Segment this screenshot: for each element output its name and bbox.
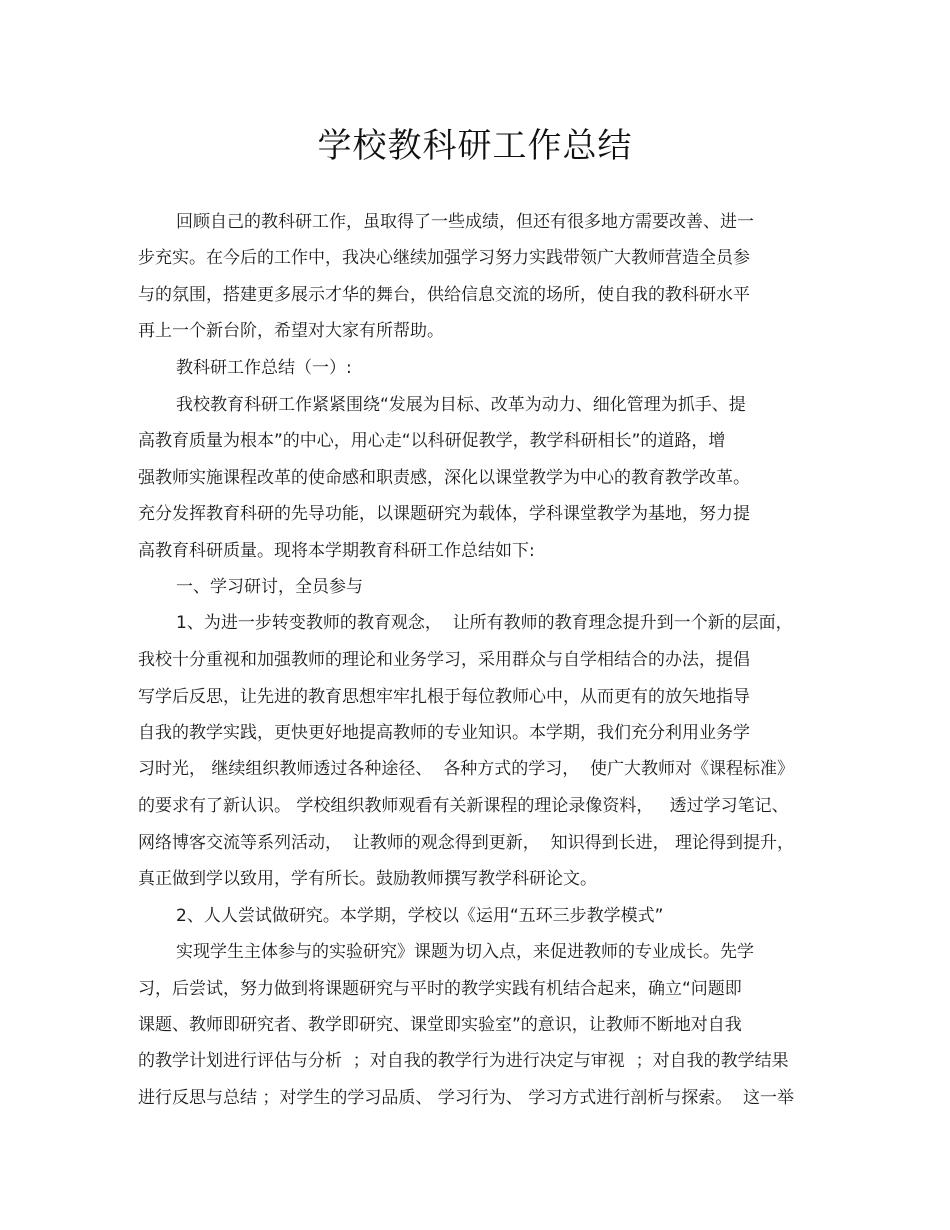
- text-line: 强教师实施课程改革的使命感和职责感，深化以课堂教学为中心的教育教学改革。: [138, 468, 750, 488]
- text-line: 真正做到学以致用，学有所长。鼓励教师撰写教学科研论文。: [138, 869, 597, 889]
- text-line: 网络博客交流等系列活动， 让教师的观念得到更新， 知识得到长进， 理论得到提升，: [138, 833, 795, 853]
- text-line: 步充实。在今后的工作中，我决心继续加强学习努力实践带领广大教师营造全员参: [138, 248, 750, 268]
- text-line: 习时光， 继续组织教师透过各种途径、 各种方式的学习， 使广大教师对《课程标准》: [138, 759, 795, 779]
- section-heading: 教科研工作总结（一）:: [176, 358, 352, 378]
- text-line: 与的氛围，搭建更多展示才华的舞台，供给信息交流的场所，使自我的教科研水平: [138, 285, 750, 305]
- text-line: 习，后尝试，努力做到将课题研究与平时的教学实践有机结合起来，确立“问题即: [138, 979, 742, 999]
- text-line: 的要求有了新认识。 学校组织教师观看有关新课程的理论录像资料， 透过学习笔记、: [138, 796, 789, 816]
- text-line: 高教育科研质量。现将本学期教育科研工作总结如下:: [138, 541, 535, 561]
- text-line: 我校教育科研工作紧紧围绕“发展为目标、改革为动力、细化管理为抓手、提: [176, 395, 746, 415]
- text-line: 2、人人尝试做研究。本学期，学校以《运用“五环三步教学模式”: [176, 906, 664, 926]
- text-line: 的教学计划进行评估与分析 ；对自我的教学行为进行决定与审视 ；对自我的教学结果: [138, 1051, 789, 1071]
- text-line: 回顾自己的教科研工作，虽取得了一些成绩，但还有很多地方需要改善、进一: [176, 212, 754, 232]
- section-heading: 一、学习研讨，全员参与: [176, 577, 363, 597]
- text-line: 我校十分重视和加强教师的理论和业务学习，采用群众与自学相结合的办法，提倡: [138, 650, 750, 670]
- text-line: 高教育质量为根本”的中心，用心走“以科研促教学，教学科研相长”的道路，增: [138, 431, 726, 451]
- text-line: 1、为进一步转变教师的教育观念， 让所有教师的教育理念提升到一个新的层面，: [176, 613, 793, 633]
- text-line: 自我的教学实践，更快更好地提高教师的专业知识。本学期，我们充分利用业务学: [138, 723, 750, 743]
- text-line: 课题、教师即研究者、教学即研究、课堂即实验室”的意识，让教师不断地对自我: [138, 1015, 742, 1035]
- text-line: 再上一个新台阶，希望对大家有所帮助。: [138, 321, 444, 341]
- text-line: 进行反思与总结 ；对学生的学习品质、 学习行为、 学习方式进行剖析与探索。 这一举: [138, 1088, 795, 1108]
- text-line: 实现学生主体参与的实验研究》课题为切入点，来促进教师的专业成长。先学: [176, 942, 754, 962]
- text-line: 写学后反思，让先进的教育思想牢牢扎根于每位教师心中，从而更有的放矢地指导: [138, 687, 750, 707]
- text-line: 充分发挥教育科研的先导功能，以课题研究为载体，学科课堂教学为基地，努力提: [138, 504, 750, 524]
- document-title: 学校教科研工作总结: [317, 126, 633, 166]
